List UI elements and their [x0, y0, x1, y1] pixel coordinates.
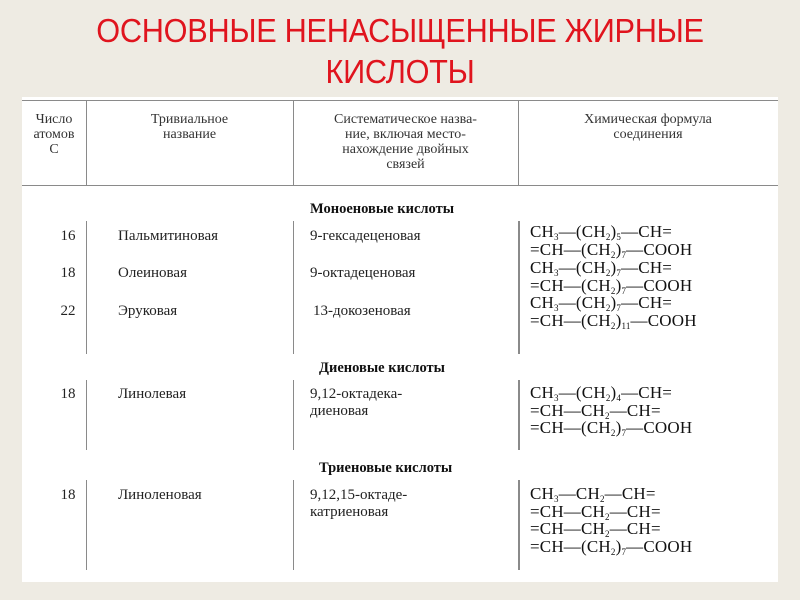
carbon-count: 16 — [60, 228, 76, 244]
formula-line: $=CH—(CH_2)_7—COOH$ — [530, 239, 693, 260]
systematic-name-line: диеновая — [310, 403, 369, 419]
header-text: С — [49, 142, 59, 157]
slide-title-line-1: ОСНОВНЫЕ НЕНАСЫЩЕННЫЕ ЖИРНЫЕ — [96, 12, 704, 49]
table-top-border — [22, 100, 778, 101]
col-divider — [518, 480, 520, 570]
trivial-name: Линолевая — [118, 386, 187, 402]
section-title-trienoic: Триеновые кислоты — [319, 460, 453, 476]
systematic-name — [310, 386, 402, 420]
header-carbon-count — [22, 112, 86, 157]
chemical-formula — [530, 259, 692, 294]
section-title-dienoic: Диеновые кислоты — [319, 360, 446, 376]
col-divider — [293, 221, 294, 354]
chemical-formula — [530, 294, 697, 329]
header-text: соединения — [613, 127, 683, 142]
fatty-acids-table — [22, 97, 778, 582]
formula-line: $=CH—(CH_2)_{11}—COOH$ — [530, 310, 697, 331]
col-divider — [293, 480, 294, 570]
col-divider — [518, 221, 520, 354]
carbon-count: 18 — [60, 386, 76, 402]
header-bottom-border — [22, 185, 778, 186]
trivial-name: Эруковая — [118, 303, 178, 319]
header-text: связей — [386, 157, 425, 172]
header-text: нахождение двойных — [342, 142, 469, 157]
systematic-name-line: 9,12,15-октаде- — [310, 487, 408, 503]
header-systematic-name — [293, 112, 518, 172]
header-text: атомов — [33, 127, 75, 142]
formula-line: $CH_3—(CH_2)_4—CH=$ — [530, 383, 673, 403]
header-trivial-name — [86, 112, 293, 142]
formula-line: $=CH—(CH_2)_7—COOH$ — [530, 418, 693, 438]
formula-line: $=CH—CH_2—CH=$ — [530, 400, 661, 421]
formula-line: $CH_3—CH_2—CH=$ — [530, 484, 656, 504]
systematic-name-line: 9,12-октадека- — [310, 386, 403, 402]
header-text: ние, включая место- — [345, 127, 466, 142]
chemical-formula — [530, 384, 692, 437]
col-divider — [518, 380, 520, 450]
trivial-name: Линоленовая — [118, 487, 202, 503]
header-text: название — [162, 127, 217, 142]
formula-line: $=CH—(CH_2)_7—COOH$ — [530, 536, 693, 557]
chemical-formula — [530, 485, 692, 555]
header-text: Систематическое назва- — [334, 112, 477, 127]
header-text: Число — [35, 112, 73, 127]
formula-line: $=CH—CH_2—CH=$ — [530, 519, 661, 539]
col-divider — [293, 380, 294, 450]
header-formula — [518, 112, 778, 142]
formula-line: $CH_3—(CH_2)_5—CH=$ — [530, 222, 673, 242]
systematic-name: 9-гексадеценовая — [310, 228, 421, 244]
carbon-count: 18 — [60, 265, 76, 281]
systematic-name: 9-октадеценовая — [310, 265, 416, 281]
chemical-formula — [530, 223, 692, 258]
systematic-name — [310, 487, 407, 521]
formula-line: $CH_3—(CH_2)_7—CH=$ — [530, 293, 673, 313]
systematic-name-line: катриеновая — [310, 504, 389, 520]
formula-line: $=CH—(CH_2)_7—COOH$ — [530, 275, 693, 296]
slide-title — [28, 10, 772, 92]
header-text: Химическая формула — [584, 112, 712, 127]
trivial-name: Пальмитиновая — [118, 228, 219, 244]
section-title-monoenoic: Моноеновые кислоты — [310, 201, 455, 217]
formula-line: $CH_3—(CH_2)_7—CH=$ — [530, 258, 673, 278]
header-text: Тривиальное — [150, 112, 229, 127]
trivial-name: Олеиновая — [118, 265, 187, 281]
slide-title-line-2: КИСЛОТЫ — [325, 53, 475, 90]
carbon-count: 18 — [60, 487, 76, 503]
systematic-name: 13-докозеновая — [313, 303, 411, 319]
carbon-count: 22 — [60, 303, 76, 319]
formula-line: $=CH—CH_2—CH=$ — [530, 501, 661, 522]
